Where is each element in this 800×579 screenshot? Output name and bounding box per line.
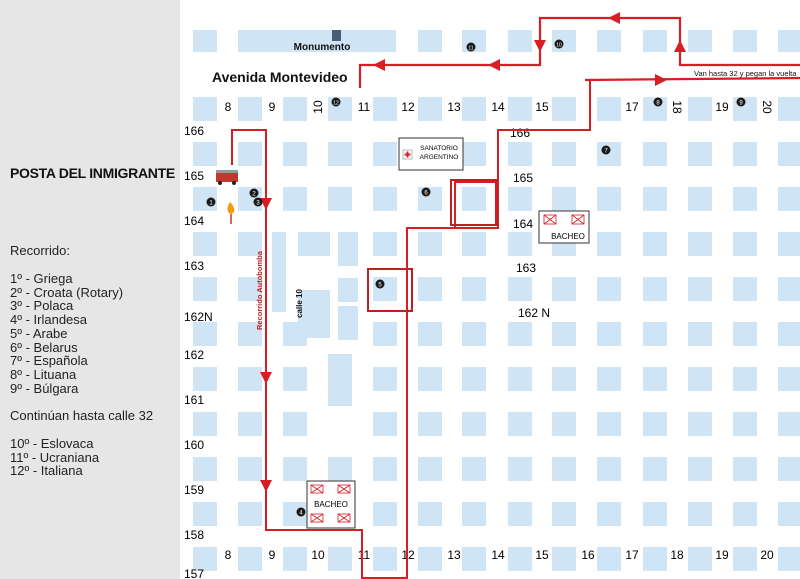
street-mid-label: 163 bbox=[516, 261, 537, 275]
street-bottom-label: 18 bbox=[670, 548, 684, 562]
city-block bbox=[462, 412, 486, 436]
city-block bbox=[597, 97, 621, 121]
avenue-label: Avenida Montevideo bbox=[212, 69, 348, 85]
city-block bbox=[462, 367, 486, 391]
marker-number: 8 bbox=[656, 100, 660, 107]
city-block bbox=[688, 277, 712, 301]
street-top-label: 13 bbox=[447, 100, 461, 114]
city-block bbox=[733, 367, 757, 391]
city-block bbox=[193, 322, 217, 346]
city-block bbox=[373, 232, 397, 256]
map-area bbox=[180, 0, 800, 579]
city-block bbox=[643, 502, 667, 526]
sanatorio-label-1: SANATORIO bbox=[420, 145, 458, 152]
city-block bbox=[688, 187, 712, 211]
street-top-label: 18 bbox=[670, 100, 684, 114]
street-bottom-label: 13 bbox=[447, 548, 461, 562]
route-autobomba-main bbox=[232, 130, 498, 578]
arrow-left-icon bbox=[373, 59, 385, 71]
city-block-wide bbox=[298, 232, 330, 256]
city-block bbox=[643, 367, 667, 391]
city-block bbox=[462, 142, 486, 166]
street-left-label: 160 bbox=[184, 438, 205, 452]
city-block bbox=[688, 547, 712, 571]
street-left-label: 165 bbox=[184, 169, 205, 183]
city-block bbox=[688, 457, 712, 481]
city-block bbox=[418, 30, 442, 52]
city-block bbox=[552, 142, 576, 166]
city-block bbox=[733, 502, 757, 526]
street-left-label: 159 bbox=[184, 483, 205, 497]
city-block bbox=[373, 322, 397, 346]
stop-marker-5[interactable] bbox=[376, 280, 385, 289]
city-block bbox=[462, 547, 486, 571]
city-block bbox=[193, 142, 217, 166]
city-block bbox=[643, 412, 667, 436]
city-block bbox=[418, 277, 442, 301]
city-block bbox=[597, 232, 621, 256]
stop-marker-2[interactable] bbox=[250, 189, 259, 198]
city-block bbox=[733, 232, 757, 256]
city-block bbox=[552, 322, 576, 346]
street-bottom-label: 16 bbox=[581, 548, 595, 562]
city-block bbox=[778, 412, 800, 436]
city-block bbox=[643, 232, 667, 256]
city-block bbox=[238, 457, 262, 481]
street-bottom-label: 15 bbox=[535, 548, 549, 562]
city-block bbox=[778, 457, 800, 481]
city-block-narrow bbox=[338, 306, 358, 340]
city-block bbox=[643, 30, 667, 52]
city-block-narrow bbox=[338, 232, 358, 266]
city-block bbox=[462, 232, 486, 256]
city-block bbox=[508, 187, 532, 211]
legend-panel bbox=[0, 0, 180, 579]
city-block bbox=[552, 97, 576, 121]
city-block bbox=[508, 547, 532, 571]
stop-marker-7[interactable] bbox=[602, 146, 611, 155]
city-block bbox=[733, 547, 757, 571]
city-block bbox=[508, 232, 532, 256]
city-block bbox=[778, 30, 800, 52]
city-block bbox=[283, 547, 307, 571]
fire-icon bbox=[227, 202, 234, 224]
city-block bbox=[688, 142, 712, 166]
city-block bbox=[778, 277, 800, 301]
city-block bbox=[238, 412, 262, 436]
bacheo-box-south bbox=[307, 481, 355, 528]
city-block bbox=[283, 187, 307, 211]
city-block bbox=[643, 322, 667, 346]
city-block bbox=[597, 187, 621, 211]
city-block bbox=[733, 142, 757, 166]
street-bottom-label: 11 bbox=[357, 548, 371, 562]
stop-item: 5º - Arabe bbox=[10, 325, 68, 341]
city-block bbox=[418, 547, 442, 571]
city-block bbox=[373, 187, 397, 211]
street-top-label: 11 bbox=[357, 100, 371, 114]
stop-marker-1[interactable] bbox=[207, 198, 216, 207]
city-block bbox=[238, 97, 262, 121]
city-block bbox=[238, 502, 262, 526]
city-block bbox=[688, 232, 712, 256]
city-block bbox=[508, 412, 532, 436]
city-block bbox=[462, 97, 486, 121]
marker-number: 5 bbox=[378, 282, 382, 289]
city-block bbox=[373, 97, 397, 121]
city-block-tall bbox=[328, 354, 352, 406]
city-block bbox=[283, 412, 307, 436]
arrow-left-icon bbox=[608, 12, 620, 24]
city-block bbox=[688, 412, 712, 436]
city-block bbox=[688, 367, 712, 391]
street-left-label: 161 bbox=[184, 393, 205, 407]
city-block bbox=[373, 367, 397, 391]
city-block bbox=[733, 322, 757, 346]
marker-number: 6 bbox=[424, 190, 428, 197]
city-block bbox=[373, 412, 397, 436]
street-bottom-label: 9 bbox=[268, 548, 276, 562]
street-bottom-label: 19 bbox=[715, 548, 729, 562]
city-block bbox=[688, 322, 712, 346]
arrow-right-icon bbox=[655, 74, 667, 86]
street-left-label: 157 bbox=[184, 567, 205, 579]
city-block bbox=[283, 142, 307, 166]
stop-item: 11º - Ucraniana bbox=[10, 449, 100, 465]
monument-icon bbox=[332, 30, 341, 41]
city-block bbox=[193, 502, 217, 526]
city-block bbox=[778, 142, 800, 166]
arrow-up-icon bbox=[674, 40, 686, 52]
stop-marker-3[interactable] bbox=[254, 198, 263, 207]
city-block bbox=[643, 142, 667, 166]
city-block bbox=[552, 502, 576, 526]
city-block bbox=[462, 322, 486, 346]
city-block bbox=[778, 367, 800, 391]
route-heading: Recorrido: bbox=[10, 243, 70, 258]
street-left-label: 163 bbox=[184, 259, 205, 273]
sanatorio-box bbox=[399, 138, 463, 170]
city-block bbox=[373, 502, 397, 526]
city-block bbox=[597, 142, 621, 166]
city-block bbox=[283, 97, 307, 121]
city-block bbox=[508, 322, 532, 346]
marker-number: 12 bbox=[333, 100, 339, 107]
legend-title: POSTA DEL INMIGRANTE bbox=[10, 165, 175, 181]
city-block bbox=[328, 142, 352, 166]
street-top-label: 20 bbox=[760, 100, 774, 114]
bacheo-box-east bbox=[539, 211, 589, 243]
city-block bbox=[418, 502, 442, 526]
city-block bbox=[508, 367, 532, 391]
street-mid-label: 162 N bbox=[518, 306, 551, 320]
street-mid-label: 164 bbox=[513, 217, 534, 231]
city-block bbox=[688, 30, 712, 52]
monument-label: Monumento bbox=[293, 42, 351, 53]
street-top-label: 10 bbox=[311, 100, 325, 114]
street-map bbox=[180, 0, 800, 579]
street-bottom-label: 20 bbox=[760, 548, 774, 562]
sanatorio-label-2: ARGENTINO bbox=[419, 154, 459, 161]
fire-truck-icon bbox=[216, 170, 238, 185]
street-bottom-label: 8 bbox=[224, 548, 232, 562]
city-block bbox=[597, 322, 621, 346]
street-left-label: 164 bbox=[184, 214, 205, 228]
marker-number: 3 bbox=[256, 200, 260, 207]
bacheo-label: BACHEO bbox=[551, 232, 585, 241]
city-block bbox=[238, 367, 262, 391]
city-block bbox=[643, 547, 667, 571]
stop-item: 6º - Belarus bbox=[10, 339, 78, 355]
city-block bbox=[462, 457, 486, 481]
arrow-down-icon bbox=[534, 40, 546, 52]
city-block bbox=[688, 97, 712, 121]
city-block-tall bbox=[272, 232, 286, 312]
city-block bbox=[778, 97, 800, 121]
city-block bbox=[373, 457, 397, 481]
city-block bbox=[283, 457, 307, 481]
street-mid-label: 165 bbox=[513, 171, 534, 185]
marker-number: 11 bbox=[468, 45, 474, 52]
city-block bbox=[328, 547, 352, 571]
continue-heading: Continúan hasta calle 32 bbox=[10, 408, 154, 423]
city-block bbox=[283, 367, 307, 391]
stop-item: 1º - Griega bbox=[10, 271, 73, 286]
stop-item: 9º - Búlgara bbox=[10, 380, 79, 396]
city-block bbox=[733, 277, 757, 301]
city-block bbox=[597, 30, 621, 52]
city-block bbox=[193, 457, 217, 481]
city-block bbox=[552, 457, 576, 481]
street-mid-label: 166 bbox=[510, 126, 531, 140]
city-block bbox=[238, 142, 262, 166]
city-block bbox=[597, 457, 621, 481]
city-block bbox=[462, 502, 486, 526]
city-block bbox=[508, 277, 532, 301]
stop-item: 4º - Irlandesa bbox=[10, 312, 88, 328]
city-block bbox=[597, 412, 621, 436]
city-block bbox=[552, 367, 576, 391]
city-block bbox=[328, 457, 352, 481]
city-block-narrow bbox=[338, 278, 358, 302]
city-block bbox=[552, 277, 576, 301]
city-block bbox=[462, 187, 486, 211]
city-block bbox=[643, 457, 667, 481]
city-block bbox=[552, 412, 576, 436]
route-autobomba-north bbox=[498, 80, 590, 182]
bacheo-label: BACHEO bbox=[314, 500, 348, 509]
city-block bbox=[193, 232, 217, 256]
street-top-label: 14 bbox=[491, 100, 505, 114]
city-block bbox=[328, 187, 352, 211]
more-stops-list bbox=[10, 437, 99, 478]
city-block bbox=[418, 412, 442, 436]
city-block bbox=[733, 187, 757, 211]
city-block bbox=[688, 502, 712, 526]
city-block bbox=[643, 187, 667, 211]
city-block bbox=[373, 142, 397, 166]
city-block bbox=[597, 277, 621, 301]
stop-marker-9[interactable] bbox=[737, 98, 746, 107]
city-block bbox=[462, 277, 486, 301]
stop-item: 7º - Española bbox=[10, 353, 88, 369]
city-block bbox=[552, 547, 576, 571]
city-block bbox=[193, 412, 217, 436]
calle10-label: calle 10 bbox=[295, 289, 304, 318]
city-block bbox=[597, 367, 621, 391]
city-block bbox=[597, 547, 621, 571]
city-block bbox=[597, 502, 621, 526]
city-block bbox=[778, 502, 800, 526]
city-block bbox=[508, 97, 532, 121]
marker-number: 1 bbox=[209, 200, 213, 207]
stop-marker-10[interactable] bbox=[555, 40, 564, 49]
city-block bbox=[733, 457, 757, 481]
stop-item: 10º - Eslovaca bbox=[10, 436, 94, 451]
route-stops-list bbox=[10, 272, 123, 395]
city-block bbox=[508, 142, 532, 166]
stop-marker-8[interactable] bbox=[654, 98, 663, 107]
city-block bbox=[418, 322, 442, 346]
city-block bbox=[193, 97, 217, 121]
city-block bbox=[418, 457, 442, 481]
stop-item: 12º - Italiana bbox=[10, 463, 83, 479]
city-block bbox=[778, 187, 800, 211]
street-left-label: 162 bbox=[184, 348, 205, 362]
street-top-label: 15 bbox=[535, 100, 549, 114]
city-block bbox=[418, 232, 442, 256]
city-block bbox=[643, 277, 667, 301]
city-block bbox=[778, 547, 800, 571]
street-bottom-label: 12 bbox=[401, 548, 415, 562]
marker-number: 10 bbox=[556, 42, 562, 49]
street-bottom-label: 10 bbox=[311, 548, 325, 562]
city-block bbox=[508, 457, 532, 481]
arrow-down-icon bbox=[260, 480, 272, 492]
city-block bbox=[733, 412, 757, 436]
marker-number: 7 bbox=[604, 148, 608, 155]
street-left-label: 166 bbox=[184, 124, 205, 138]
street-top-label: 12 bbox=[401, 100, 415, 114]
street-left-label: 158 bbox=[184, 528, 205, 542]
stop-marker-12[interactable] bbox=[332, 98, 341, 107]
street-top-label: 9 bbox=[268, 100, 276, 114]
marker-number: 4 bbox=[299, 510, 303, 517]
street-top-label: 8 bbox=[224, 100, 232, 114]
city-block bbox=[733, 30, 757, 52]
city-block bbox=[778, 232, 800, 256]
city-block bbox=[508, 502, 532, 526]
city-block bbox=[193, 277, 217, 301]
stop-marker-6[interactable] bbox=[422, 188, 431, 197]
city-block bbox=[238, 547, 262, 571]
marker-number: 9 bbox=[739, 100, 743, 107]
street-bottom-label: 14 bbox=[491, 548, 505, 562]
city-block bbox=[778, 322, 800, 346]
city-block bbox=[193, 367, 217, 391]
arrow-left-icon bbox=[488, 59, 500, 71]
stop-item: 3º - Polaca bbox=[10, 298, 74, 314]
note-label: Van hasta 32 y pegan la vuelta bbox=[694, 69, 797, 78]
city-block bbox=[418, 367, 442, 391]
route-top-exit bbox=[585, 78, 800, 80]
city-block bbox=[508, 30, 532, 52]
route-label: Recorrido Autobomba bbox=[255, 251, 264, 330]
city-block bbox=[418, 97, 442, 121]
city-block bbox=[373, 277, 397, 301]
city-block bbox=[552, 187, 576, 211]
city-block bbox=[373, 547, 397, 571]
stop-item: 2º - Croata (Rotary) bbox=[10, 284, 124, 300]
street-top-label: 17 bbox=[625, 100, 639, 114]
street-top-label: 19 bbox=[715, 100, 729, 114]
street-bottom-label: 17 bbox=[625, 548, 639, 562]
stop-item: 8º - Lituana bbox=[10, 366, 77, 382]
city-block bbox=[552, 30, 576, 52]
city-block bbox=[193, 30, 217, 52]
marker-number: 2 bbox=[252, 191, 256, 198]
stop-marker-11[interactable] bbox=[467, 43, 476, 52]
street-left-label: 162N bbox=[184, 310, 213, 324]
stop-marker-4[interactable] bbox=[297, 508, 306, 517]
